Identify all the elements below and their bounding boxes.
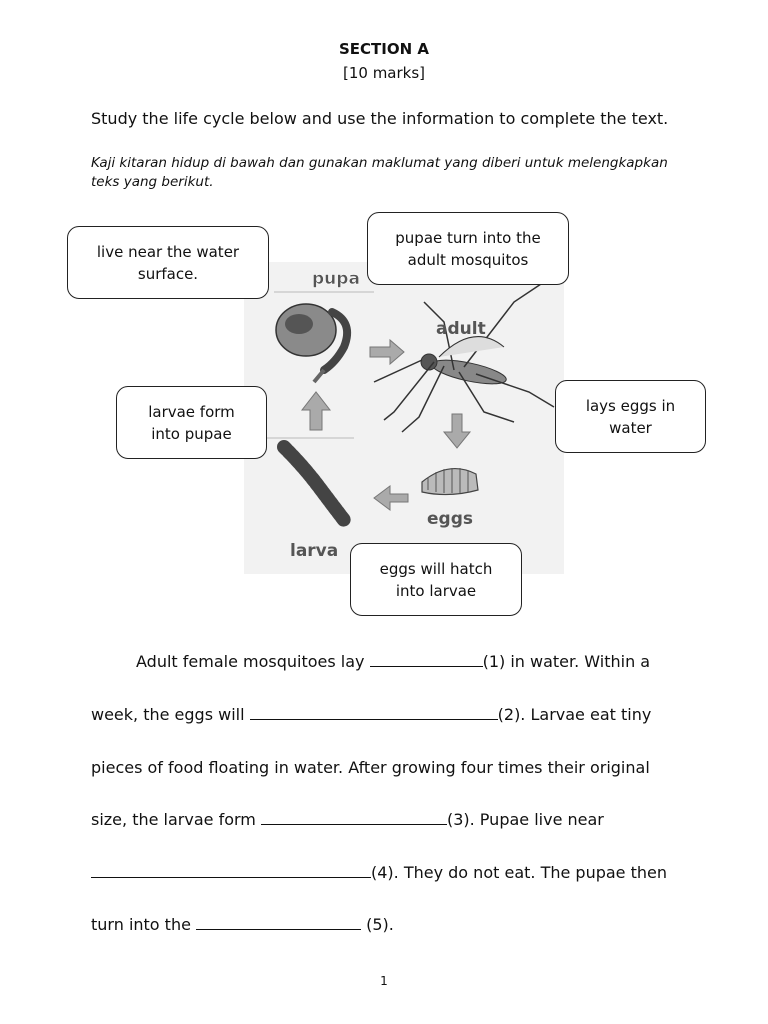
- callout-text: surface.: [137, 264, 199, 283]
- passage-text: size, the larvae form: [91, 810, 261, 829]
- section-marks: [10 marks]: [342, 64, 426, 82]
- label-eggs: eggs: [427, 509, 473, 529]
- callout-text: lays eggs in: [585, 396, 676, 415]
- callout-text: adult mosquitos: [407, 250, 529, 269]
- passage-text: (1) in water. Within a: [482, 652, 651, 671]
- callout-larvae-form-pupae: [116, 386, 267, 459]
- passage-text: (3). Pupae live near: [446, 810, 604, 829]
- passage-line-6: [91, 915, 711, 935]
- callout-text: larvae form: [148, 402, 235, 421]
- label-pupa: pupa: [312, 269, 360, 289]
- callout-live-near-surface: [67, 226, 269, 299]
- instruction-english: Study the life cycle below and use the information to complete the text.: [91, 109, 669, 128]
- passage-text: (5).: [361, 915, 394, 934]
- passage-text: pieces of food floating in water. After growing four times their original: [91, 758, 650, 777]
- passage-line-2: [91, 705, 711, 725]
- passage-text: (4). They do not eat. The pupae then: [371, 863, 667, 882]
- callout-text: into larvae: [395, 581, 477, 600]
- callout-text: live near the water: [96, 242, 240, 261]
- callout-lays-eggs: [555, 380, 706, 453]
- answer-blank-2[interactable]: [250, 705, 498, 720]
- callout-text: into pupae: [151, 424, 232, 443]
- passage-line-4: [91, 810, 711, 830]
- callout-text: water: [609, 418, 652, 437]
- mosquito-life-cycle-diagram: [244, 262, 564, 574]
- answer-blank-3[interactable]: [261, 810, 447, 825]
- passage-text: turn into the: [91, 915, 197, 934]
- passage-line-3: [91, 758, 711, 778]
- callout-eggs-hatch: [350, 543, 522, 616]
- label-adult: adult: [436, 319, 486, 339]
- answer-blank-4[interactable]: [91, 863, 371, 878]
- answer-blank-5[interactable]: [196, 915, 361, 930]
- passage-line-5: [91, 863, 711, 883]
- passage-text: Adult female mosquitoes lay: [136, 652, 370, 671]
- passage-text: week, the eggs will: [91, 705, 250, 724]
- label-larva: larva: [290, 541, 339, 561]
- page-number: 1: [380, 974, 388, 988]
- section-title: SECTION A: [338, 40, 429, 58]
- passage-text: (2). Larvae eat tiny: [497, 705, 652, 724]
- instruction-malay: Kaji kitaran hidup di bawah dan gunakan maklumat yang diberi untuk melengkapkan teks yang berikut.: [91, 155, 668, 190]
- passage-line-1: [136, 652, 756, 672]
- callout-text: eggs will hatch: [379, 559, 493, 578]
- callout-text: pupae turn into the: [395, 228, 541, 247]
- answer-blank-1[interactable]: [370, 652, 483, 667]
- callout-pupae-turn-adult: [367, 212, 569, 285]
